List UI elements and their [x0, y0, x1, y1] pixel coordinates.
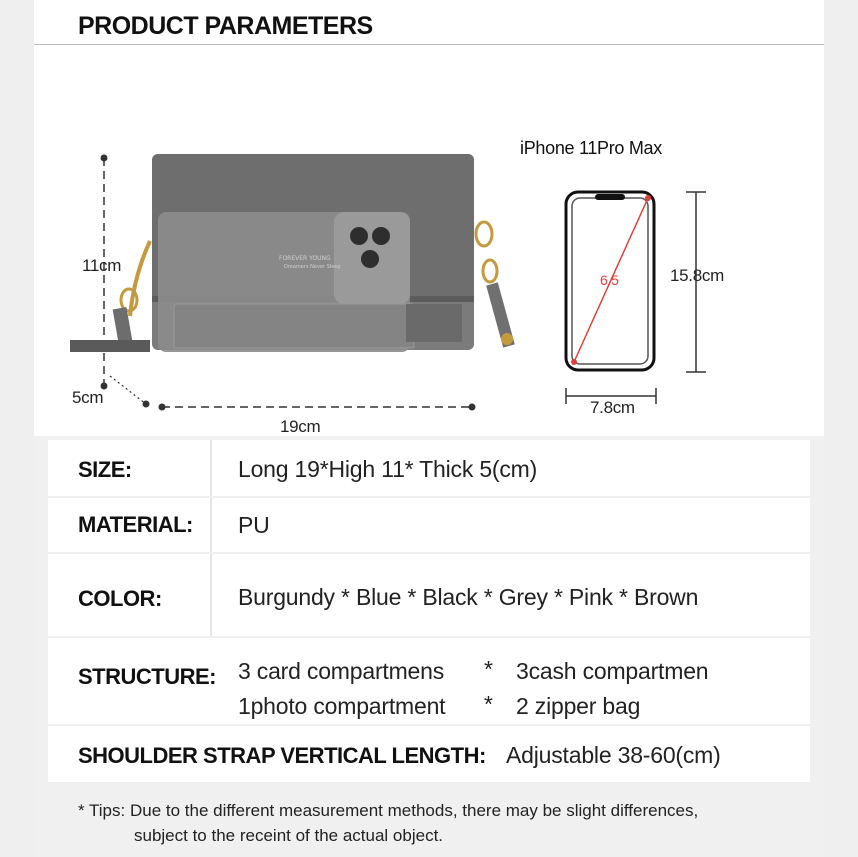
dimension-diagram: [34, 46, 824, 436]
structure-separator: *: [484, 691, 493, 717]
title-divider: [34, 44, 824, 45]
thickness-dimension-line: [110, 376, 150, 408]
structure-separator: *: [484, 656, 493, 682]
row-divider: [210, 440, 212, 496]
tips-line-2: subject to the receint of the actual object.: [134, 826, 444, 845]
right-margin-strip: [824, 0, 858, 857]
param-row-color: [48, 554, 810, 636]
parameters-table: [34, 436, 824, 857]
size-label: SIZE:: [78, 457, 132, 482]
tips-note: [78, 798, 698, 848]
phone-diagonal-label: 6.5: [600, 272, 619, 288]
structure-label: STRUCTURE:: [78, 664, 216, 689]
bag-illustration: [34, 46, 824, 436]
left-margin-strip: [0, 0, 34, 857]
structure-item-card: 3 card compartmens: [238, 658, 445, 684]
size-value: Long 19*High 11* Thick 5(cm): [238, 456, 538, 482]
color-value: Burgundy * Blue * Black * Grey * Pink * Brown: [238, 584, 699, 610]
strap-label: SHOULDER STRAP VERTICAL LENGTH:: [78, 743, 486, 768]
material-value: PU: [238, 512, 270, 538]
brand-print-line2: Dreamers Never Sleep: [284, 264, 341, 270]
structure-item-photo: 1photo compartment: [238, 693, 446, 719]
structure-item-cash: 3cash compartmen: [516, 658, 709, 684]
bag-body: [152, 154, 474, 352]
bag-height-label: 11cm: [82, 256, 122, 275]
row-divider: [210, 498, 212, 552]
param-row-strap: [48, 726, 810, 782]
strap-value: Adjustable 38-60(cm): [506, 742, 721, 768]
structure-item-zipper: 2 zipper bag: [516, 693, 641, 719]
tips-line-1: * Tips: Due to the different measurement methods, there may be slight differences,: [78, 801, 699, 820]
material-label: MATERIAL:: [78, 512, 193, 537]
param-row-structure: [48, 638, 810, 724]
right-strap: [476, 222, 513, 346]
color-label: COLOR:: [78, 586, 162, 611]
page-title: PRODUCT PARAMETERS: [78, 12, 373, 40]
param-row-material: [48, 498, 810, 552]
bag-thickness-label: 5cm: [72, 388, 104, 407]
length-dimension-line: [159, 404, 476, 411]
row-divider: [210, 554, 212, 636]
phone-model-label: iPhone 11Pro Max: [520, 138, 662, 158]
phone-width-label: 7.8cm: [590, 398, 635, 417]
phone-height-label: 15.8cm: [670, 266, 724, 285]
brand-print-line1: FOREVER YOUNG: [279, 255, 331, 262]
bag-length-label: 19cm: [280, 417, 321, 436]
param-row-size: [48, 440, 810, 496]
